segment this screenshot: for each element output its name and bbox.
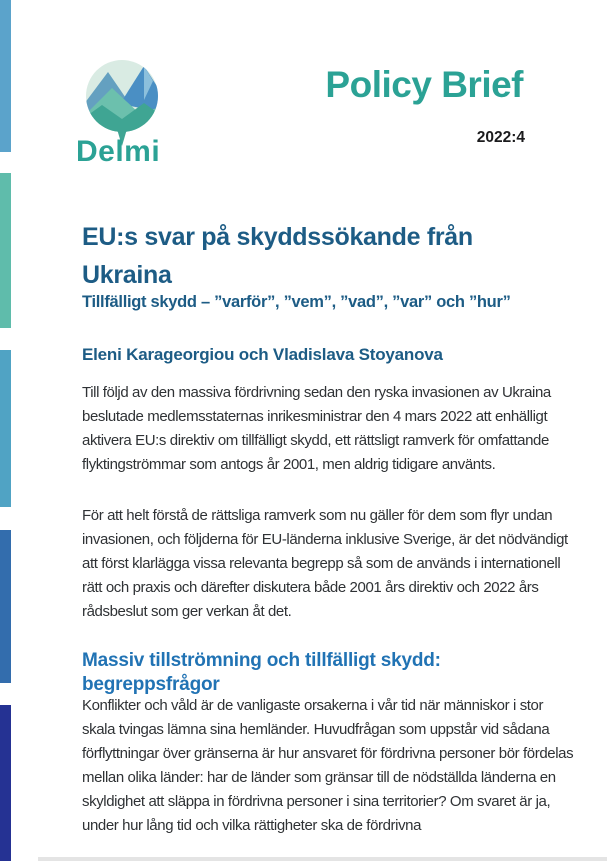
article-title: EU:s svar på skyddssökande från Ukraina [82, 223, 473, 289]
article-authors: Eleni Karageorgiou och Vladislava Stoyanova [82, 345, 443, 364]
delmi-wordmark: Delmi [76, 135, 161, 168]
sidebar-stripe-1 [0, 0, 11, 152]
issue-number: 2022:4 [476, 129, 525, 146]
page-bottom-edge [38, 857, 607, 861]
intro-paragraph-2: För att helt förstå de rättsliga ramverk som nu gäller för dem som flyr undan invasionen, och följderna för EU-länderna inklusive Sverige, är det nödvändigt att först klarlägga vissa relevanta begrepp så som de används i internationell rätt och praxis och därefter diskutera både 2001 års direktiv och 2022 års rådsbeslut som ger verkan åt det. [82, 507, 568, 620]
sidebar-stripe-3 [0, 350, 11, 507]
delmi-logo [76, 58, 180, 169]
sidebar-stripe-5 [0, 705, 11, 861]
section-paragraph: Konflikter och våld är de vanligaste orsakerna i vår tid när människor i stor skala tvingas lämna sina hemländer. Huvudfrågan som uppstår vid sådana förflyttningar över gränserna är hur ansvaret för fördrivna personer bör fördelas mellan olika länder: har de länder som gränsar till de nödställda länderna en skyldighet att släppa in fördrivna personer i sina territorier? Om svaret är ja, under hur lång tid och vilka rättigheter ska de fördrivna [82, 697, 574, 834]
sidebar-stripe-4 [0, 530, 11, 683]
sidebar-stripe-2 [0, 173, 11, 328]
intro-paragraph-1: Till följd av den massiva fördrivning sedan den ryska invasionen av Ukraina beslutade medlemsstaternas inrikesministrar den 4 mars 2022 att enhälligt aktivera EU:s direktiv om tillfälligt skydd, ett rättsligt ramverk för omfattande flyktingströmmar som antogs år 2001, men aldrig tidigare använts. [82, 384, 551, 473]
publication-type-title: Policy Brief [325, 64, 523, 105]
section-heading: Massiv tillströmning och tillfälligt skydd: begreppsfrågor [82, 650, 441, 695]
article-subtitle: Tillfälligt skydd – ”varför”, ”vem”, ”vad”, ”var” och ”hur” [82, 293, 511, 311]
